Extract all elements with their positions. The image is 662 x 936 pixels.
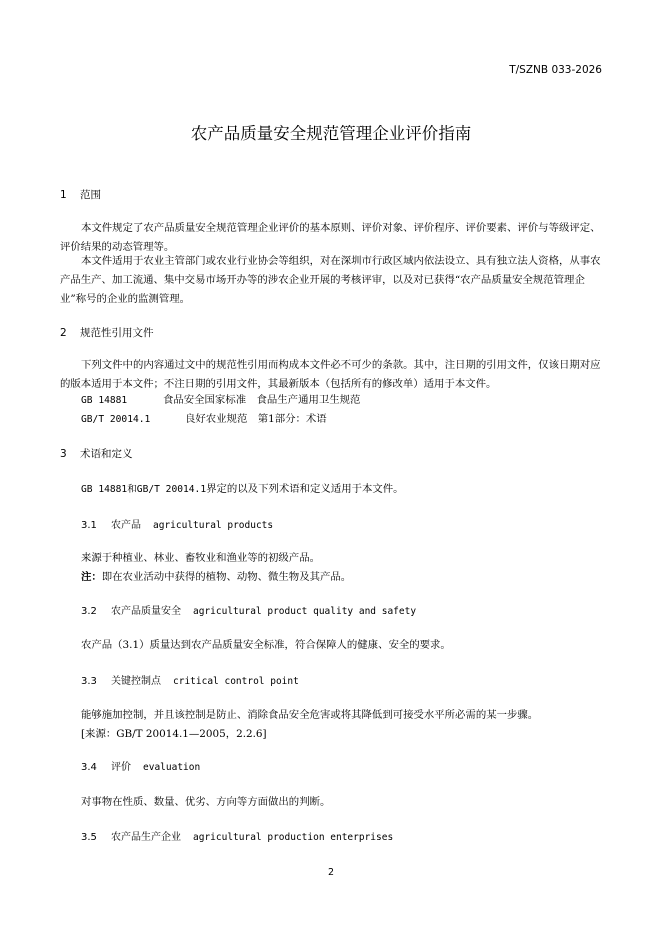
- term-number: 3.4: [81, 762, 97, 773]
- reference-code: GB 14881: [81, 395, 128, 406]
- term-number: 3.5: [81, 832, 97, 843]
- term-definition: 农产品（3.1）质量达到农产品质量安全标准，符合保障人的健康、安全的要求。: [81, 639, 451, 651]
- term-heading: [81, 828, 393, 843]
- reference-code: GB/T 20014.1: [81, 414, 151, 425]
- reference-title: 食品安全国家标准 食品生产通用卫生规范: [163, 394, 361, 406]
- term-zh: 农产品质量安全: [111, 606, 181, 617]
- section-title: 规范性引用文件: [80, 327, 154, 339]
- term-zh: 农产品生产企业: [111, 832, 181, 843]
- term-note: [81, 568, 351, 583]
- term-en: critical control point: [173, 676, 299, 687]
- document-number: T/SZNB 033-2026: [509, 64, 602, 76]
- note-text: 即在农业活动中获得的植物、动物、微生物及其产品。: [101, 571, 352, 583]
- term-en: agricultural products: [153, 520, 274, 531]
- section-title: 范围: [80, 189, 101, 201]
- term-source: [来源：GB/T 20014.1—2005，2.2.6]: [81, 728, 267, 740]
- term-definition: 能够施加控制，并且该控制是防止、消除食品安全危害或将其降低到可接受水平所必需的某一步骤。: [81, 709, 539, 721]
- section-number: 3: [60, 448, 67, 460]
- terms-intro-code: GB 14881和GB/T 20014.1: [81, 484, 207, 495]
- note-label: 注：: [81, 571, 102, 583]
- scope-paragraph-2: 本文件适用于农业主管部门或农业行业协会等组织，对在深圳市行政区域内依法设立、具有独立法人资格，从事农产品生产、加工流通、集中交易市场开办等的涉农企业开展的考核评审，以及对已获得“农产品质量安全规范管理企业”称号的企业的监测管理。: [60, 255, 601, 305]
- term-heading: [81, 602, 416, 617]
- term-definition: 对事物在性质、数量、优劣、方向等方面做出的判断。: [81, 796, 331, 808]
- terms-intro: [81, 480, 404, 495]
- reference-item: [81, 391, 360, 406]
- section-heading-scope: [60, 187, 101, 202]
- term-definition: 来源于种植业、林业、畜牧业和渔业等的初级产品。: [81, 552, 320, 564]
- page-title: 农产品质量安全规范管理企业评价指南: [190, 124, 472, 143]
- references-paragraph: 下列文件中的内容通过文中的规范性引用而构成本文件必不可少的条款。其中，注日期的引用文件，仅该日期对应的版本适用于本文件；不注日期的引用文件，其最新版本（包括所有的修改单）适用于本文件。: [60, 359, 601, 390]
- term-en: evaluation: [143, 762, 201, 773]
- scope-paragraph-1: 本文件规定了农产品质量安全规范管理企业评价的基本原则、评价对象、评价程序、评价要素、评价与等级评定、评价结果的动态管理等。: [60, 222, 601, 253]
- section-number: 1: [60, 189, 67, 201]
- section-title: 术语和定义: [80, 448, 133, 460]
- term-heading: [81, 516, 273, 531]
- page-number: 2: [327, 867, 335, 878]
- term-zh: 农产品: [111, 520, 141, 531]
- reference-title: 良好农业规范 第1部分：术语: [185, 413, 327, 425]
- terms-intro-text: 界定的以及下列术语和定义适用于本文件。: [206, 483, 404, 495]
- term-en: agricultural production enterprises: [193, 832, 394, 843]
- term-heading: [81, 758, 200, 773]
- section-heading-terms-definitions: [60, 446, 133, 461]
- section-number: 2: [60, 327, 67, 339]
- term-heading: [81, 672, 299, 687]
- reference-item: [81, 410, 327, 425]
- term-en: agricultural product quality and safety: [193, 606, 417, 617]
- term-number: 3.1: [81, 520, 97, 531]
- section-heading-normative-references: [60, 325, 154, 340]
- term-number: 3.3: [81, 676, 97, 687]
- term-zh: 关键控制点: [111, 676, 161, 687]
- term-number: 3.2: [81, 606, 97, 617]
- term-zh: 评价: [111, 762, 131, 773]
